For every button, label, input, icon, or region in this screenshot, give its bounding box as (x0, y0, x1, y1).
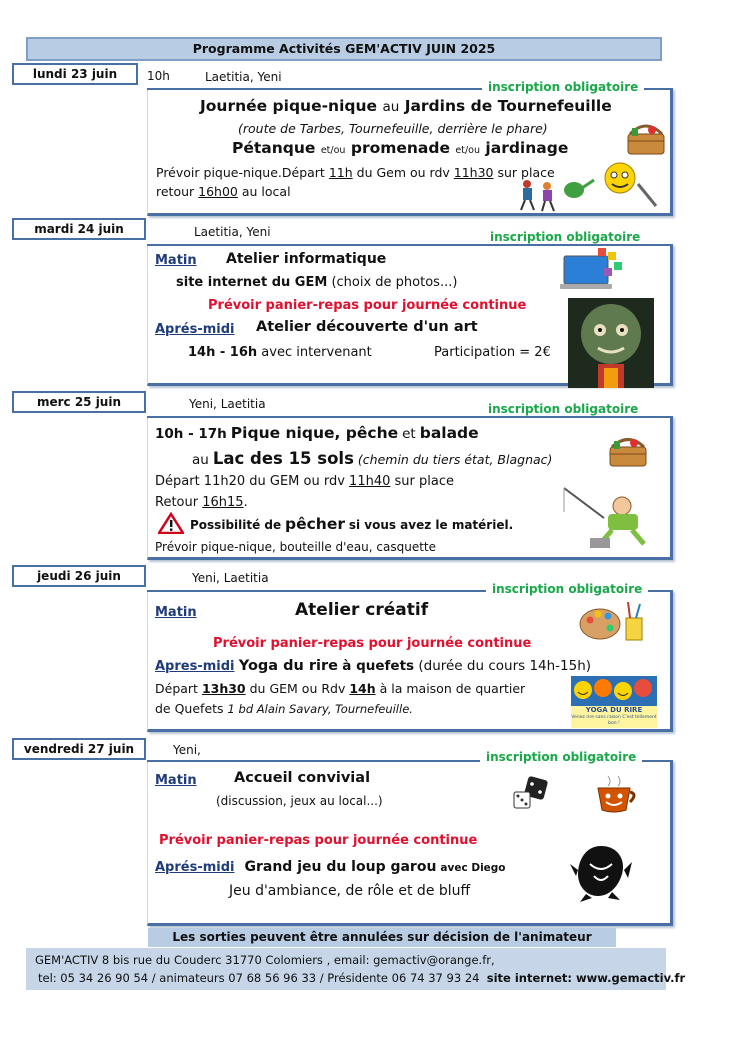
day-label-vendredi: vendredi 27 juin (12, 738, 146, 760)
cancel-notice: Les sorties peuvent être annulées sur décision de l'animateur (148, 928, 616, 947)
day5-matin: Matin (155, 773, 197, 788)
day1-time: 10h (147, 69, 170, 83)
day4-panier: Prévoir panier-repas pour journée continue (213, 636, 532, 651)
day4-animators: Yeni, Laetitia (192, 571, 269, 585)
coffee-cup-icon (594, 774, 640, 816)
laughing-faces-icon (571, 676, 657, 706)
computer-icon (558, 246, 626, 294)
footer-address: GEM'ACTIV 8 bis rue du Couderc 31770 Colomiers , email: gemactiv@orange.fr, (35, 953, 495, 967)
day3-lieu: au Lac des 15 sols (chemin du tiers état, Blagnac) (192, 449, 553, 468)
day2-atelier1: Atelier informatique (226, 251, 387, 267)
day1-line4: Prévoir pique-nique.Départ 11h du Gem ou rdv 11h30 sur place (156, 165, 555, 180)
day-label-jeudi: jeudi 26 juin (12, 565, 146, 587)
day5-jeu: Aprés-midi Grand jeu du loup garou avec Diego (155, 859, 506, 875)
day4-atelier: Atelier créatif (295, 600, 429, 620)
footer-website: site internet: www.gemactiv.fr (486, 971, 686, 985)
day4-inscription: inscription obligatoire (486, 582, 648, 596)
day1-activities: Pétanque et/ou promenade et/ou jardinage (232, 139, 569, 157)
warning-icon (158, 512, 184, 534)
day3-animators: Yeni, Laetitia (189, 397, 266, 411)
day1-inscription: inscription obligatoire (482, 80, 644, 94)
day3-retour: Retour 16h15. (155, 495, 248, 510)
day3-inscription: inscription obligatoire (482, 402, 644, 416)
day5-accueil: Accueil convivial (234, 770, 371, 786)
day3-prevoir: Prévoir pique-nique, bouteille d'eau, casquette (155, 540, 437, 554)
yoga-laugh-icon (571, 676, 657, 728)
day4-quefets: de Quefets 1 bd Alain Savary, Tournefeuille. (155, 701, 413, 716)
dice-icon (512, 776, 550, 812)
fishing-man-icon (560, 482, 656, 552)
day5-accueil-sub: (discussion, jeux au local...) (216, 794, 383, 808)
paint-palette-icon (578, 600, 648, 642)
day1-line5: retour 16h00 au local (156, 184, 291, 199)
day2-participation: Participation = 2€ (434, 345, 551, 360)
day2-site: site internet du GEM (choix de photos...) (176, 275, 458, 290)
garden-tools-icon (560, 158, 660, 214)
day2-apres: Aprés-midi (155, 322, 235, 337)
day2-inscription: inscription obligatoire (484, 230, 646, 244)
day5-inscription: inscription obligatoire (480, 750, 642, 764)
day4-matin: Matin (155, 605, 197, 620)
day2-time: 14h - 16h avec intervenant (188, 345, 372, 360)
day2-panier: Prévoir panier-repas pour journée continue (208, 298, 527, 313)
picnic-basket-icon (624, 118, 668, 158)
footer (26, 948, 686, 990)
day-label-lundi: lundi 23 juin (12, 63, 138, 85)
page-title: Programme Activités GEM'ACTIV JUIN 2025 (26, 37, 662, 61)
day2-animators: Laetitia, Yeni (194, 225, 271, 239)
day5-jeu-sub: Jeu d'ambiance, de rôle et de bluff (229, 883, 471, 899)
day4-yoga: Apres-midi Yoga du rire à quefets (durée du cours 14h-15h) (155, 658, 592, 674)
day2-atelier2: Atelier découverte d'un art (256, 319, 478, 335)
yoga-image-sub: Venez rire sans raison C'est tellement bon ! (571, 715, 657, 726)
day4-depart: Départ 13h30 du GEM ou Rdv 14h à la maison de quartier (155, 681, 526, 696)
art-face-icon (568, 298, 654, 388)
day2-matin: Matin (155, 253, 197, 268)
footer-contacts: tel: 05 34 26 90 54 / animateurs 07 68 56 96 33 / Présidente 06 74 37 93 24 site internet: www.gemactiv.fr (38, 971, 686, 985)
day3-peche: Possibilité de pêcher si vous avez le matériel. (190, 515, 514, 533)
day-label-mardi: mardi 24 juin (12, 218, 146, 240)
yoga-image-title: YOGA DU RIRE (585, 706, 643, 714)
hikers-icon (515, 178, 561, 212)
day5-animators: Yeni, (173, 743, 201, 757)
day5-panier: Prévoir panier-repas pour journée continue (159, 833, 478, 848)
day3-depart: Départ 11h20 du GEM ou rdv 11h40 sur place (155, 474, 454, 489)
werewolf-icon (568, 840, 634, 902)
day-label-merc: merc 25 juin (12, 391, 146, 413)
picnic-basket-icon (606, 432, 650, 470)
day1-line2: (route de Tarbes, Tournefeuille, derrière le phare) (238, 121, 548, 136)
day1-animators: Laetitia, Yeni (205, 70, 282, 84)
day1-line1: Journée pique-nique au Jardins de Tournefeuille (200, 97, 612, 115)
day3-line1: 10h - 17h Pique nique, pêche et balade (155, 424, 479, 442)
